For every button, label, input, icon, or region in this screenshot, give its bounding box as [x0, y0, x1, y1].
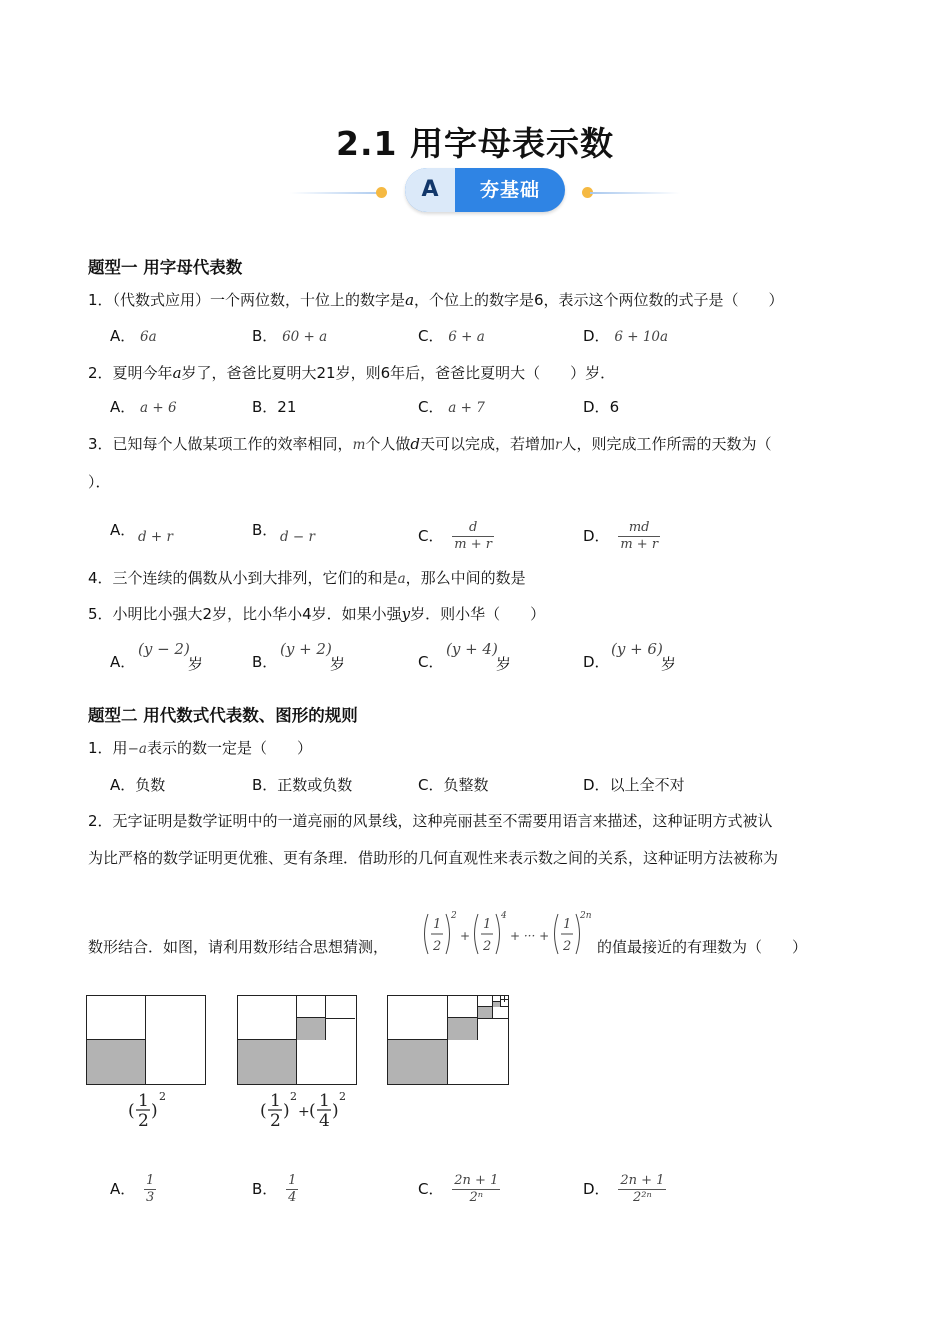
s1-q3-option-d[interactable]: D． $\frac{md}{m + r}$	[583, 520, 659, 552]
s1-q5-option-b-unit: 岁	[330, 655, 346, 673]
s1-q5-option-a-expr: (y − 2)	[138, 640, 190, 658]
series-expression	[418, 904, 598, 964]
figure-1-label	[126, 1088, 172, 1132]
series-dots: + ··· +	[510, 929, 550, 943]
s1-q5-option-d[interactable]: D．	[583, 653, 610, 671]
svg-text:): )	[151, 1101, 158, 1121]
series-term1-den: 2	[433, 939, 442, 954]
figure-3	[387, 995, 509, 1085]
s1-question-4: 4．三个连续的偶数从小到大排列，它们的和是a，那么中间的数是	[88, 569, 526, 587]
svg-text:1: 1	[138, 1091, 149, 1111]
s2-question-2: 2．无字证明是数学证明中的一道亮丽的风景线，这种亮丽甚至不需要用语言来描述，这种证明方式被认	[88, 812, 773, 830]
s1-q3-option-b[interactable]: B．	[252, 521, 278, 539]
s1-q1-option-a[interactable]: A． 6a	[110, 327, 157, 345]
s2-q2-line3: 数形结合．如图，请利用数形结合思想猜测，	[88, 938, 389, 956]
s1-q5-option-b[interactable]: B．	[252, 653, 278, 671]
page-title: 2.1 用字母表示数	[336, 124, 614, 163]
s1-q1-option-b[interactable]: B． 60 + a	[252, 327, 328, 345]
s2-q2-line3-end: 的值最接近的有理数为（ ）	[597, 938, 808, 956]
svg-text:2: 2	[339, 1090, 346, 1103]
banner-pill	[405, 168, 565, 212]
series-term2-den: 2	[483, 939, 492, 954]
banner-dot-left	[376, 187, 387, 198]
s1-q2-option-a[interactable]: A． a + 6	[110, 398, 177, 416]
s1-q1-option-d[interactable]: D． 6 + 10a	[583, 327, 669, 345]
s2-q1-option-d[interactable]: D．以上全不对	[583, 776, 685, 794]
s2-q1-option-b[interactable]: B．正数或负数	[252, 776, 353, 794]
svg-text:4: 4	[319, 1111, 330, 1131]
figure-2-label	[258, 1088, 348, 1132]
s1-question-3: 3．已知每个人做某项工作的效率相同，m个人做d天可以完成，若增加r人，则完成工作所需的天数为（	[88, 435, 772, 453]
s2-q2-line2: 为比严格的数学证明更优雅、更有条理．借助形的几何直观性来表示数之间的关系，这种证明方法被称为	[88, 849, 779, 867]
figure-2	[237, 995, 357, 1085]
s1-q3-option-c[interactable]: C． $\frac{d}{m + r}$	[418, 520, 492, 552]
s1-question-2: 2．夏明今年a岁了，爸爸比夏明大21岁，则6年后，爸爸比夏明大（ ）岁．	[88, 364, 616, 382]
section1-heading: 题型一 用字母代表数	[88, 258, 243, 277]
s1-q1-option-c[interactable]: C． 6 + a	[418, 327, 485, 345]
s1-q5-option-c-expr: (y + 4)	[446, 640, 498, 658]
series-term2-exp: 4	[501, 911, 507, 921]
s1-q5-option-a[interactable]: A．	[110, 653, 136, 671]
svg-text:(: (	[309, 1101, 316, 1121]
series-term3-num: 1	[563, 917, 572, 932]
svg-text:2: 2	[138, 1111, 149, 1131]
svg-text:): )	[283, 1101, 290, 1121]
level-banner	[290, 168, 680, 214]
s1-q5-option-d-expr: (y + 6)	[611, 640, 663, 658]
s2-q2-option-b[interactable]: B． $\frac{1}{4}$	[252, 1173, 297, 1205]
banner-line-left	[290, 192, 385, 194]
banner-label: 夯基础	[479, 179, 540, 201]
s1-question-1: 1．（代数式应用）一个两位数，十位上的数字是a，个位上的数字是6，表示这个两位数的式子是（ ）	[88, 291, 784, 309]
series-term3-exp: 2n	[580, 911, 592, 921]
s1-q5-option-d-unit: 岁	[661, 655, 677, 673]
svg-text:1: 1	[270, 1091, 281, 1111]
svg-text:(: (	[260, 1101, 267, 1121]
s2-q1-option-c[interactable]: C．负整数	[418, 776, 489, 794]
s1-q3-option-a[interactable]: A．	[110, 521, 136, 539]
series-plus: +	[460, 929, 471, 943]
s2-q2-option-c[interactable]: C． $\frac{2n + 1}{\text{2ⁿ}}$	[418, 1173, 499, 1205]
s1-q3-option-a-expr: d + r	[138, 529, 173, 545]
section2-heading: 题型二 用代数式代表数、图形的规则	[88, 706, 358, 725]
s1-q3-line2: ）．	[88, 473, 111, 491]
svg-text:2: 2	[290, 1090, 297, 1103]
s1-q2-option-c[interactable]: C． a + 7	[418, 398, 485, 416]
series-term1-exp: 2	[451, 911, 457, 921]
s1-q2-option-b[interactable]: B．21	[252, 398, 297, 416]
svg-text:+: +	[298, 1104, 310, 1120]
svg-text:2: 2	[159, 1090, 166, 1103]
svg-text:): )	[332, 1101, 339, 1121]
series-term1-num: 1	[433, 917, 442, 932]
series-term2-num: 1	[483, 917, 492, 932]
s1-question-5: 5．小明比小强大2岁，比小华小4岁．如果小强y岁．则小华（ ）	[88, 605, 546, 623]
svg-text:1: 1	[319, 1091, 330, 1111]
series-term3-den: 2	[563, 939, 572, 954]
s2-q2-option-a[interactable]: A． $\frac{1}{3}$	[110, 1173, 155, 1205]
s2-q1-option-a[interactable]: A．负数	[110, 776, 166, 794]
svg-text:2: 2	[270, 1111, 281, 1131]
s1-q5-option-a-unit: 岁	[188, 655, 204, 673]
svg-text:(: (	[128, 1101, 135, 1121]
figure-1	[86, 995, 206, 1085]
s1-q5-option-c[interactable]: C．	[418, 653, 444, 671]
s1-q2-option-d[interactable]: D．6	[583, 398, 620, 416]
s1-q3-option-b-expr: d − r	[280, 529, 315, 545]
banner-line-right	[590, 192, 680, 194]
s2-question-1: 1．用−a表示的数一定是（ ）	[88, 739, 312, 757]
banner-letter: A	[405, 168, 455, 212]
s1-q5-option-b-expr: (y + 2)	[280, 640, 332, 658]
s1-q5-option-c-unit: 岁	[496, 655, 512, 673]
s2-q2-option-d[interactable]: D． $\frac{2n + 1}{\text{2²ⁿ}}$	[583, 1173, 665, 1205]
